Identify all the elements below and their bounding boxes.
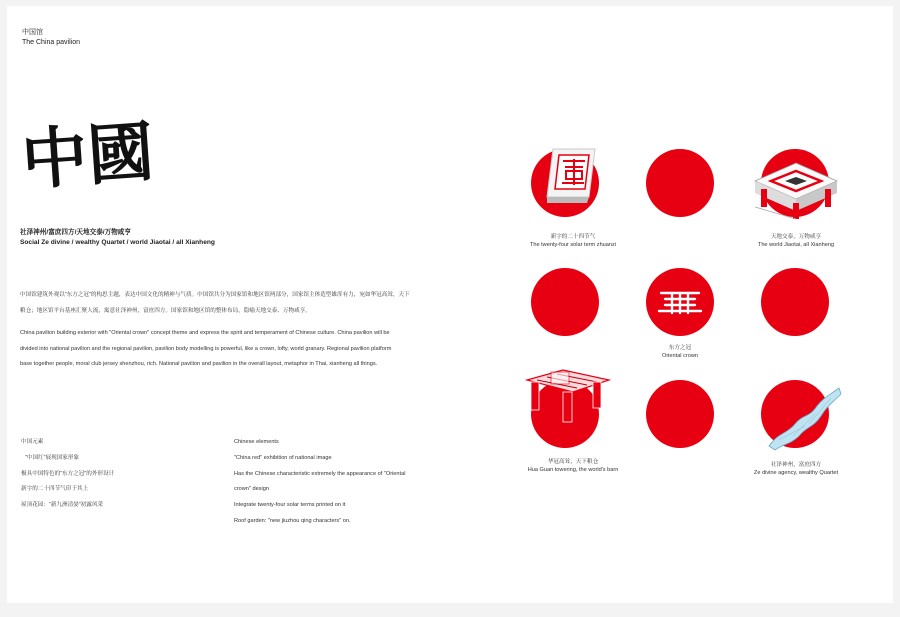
intro-en: [20, 326, 435, 373]
slogan-en: Social Ze divine / wealthy Quartet / world Jiaotai / all Xianheng: [20, 239, 215, 246]
intro-en-line: divided into national pavilion and the regional pavilion, pavilion body modelling is powerful, like a crown, lofty, world granary. Regional pavilion platform: [20, 345, 392, 352]
slogan-cn: 社泽神州/富庶四方/天地交泰/万物咸亨: [20, 229, 131, 236]
oriental-crown-icon: [657, 289, 703, 315]
list-item: Integrate twenty-four solar terms printed on it: [234, 502, 346, 509]
red-circle-4: [531, 268, 599, 336]
caption-en: Ze divine agency, wealthy Quartet: [753, 470, 839, 476]
red-circle-8: [646, 380, 714, 448]
header: [22, 28, 80, 48]
list-item: 极具中国特色的“东方之冠”的外形设计: [21, 470, 115, 477]
header-title-en: The China pavilion: [22, 39, 80, 46]
caption-3: [726, 233, 866, 249]
list-item: crown" design: [234, 486, 269, 493]
elements-list-en: [234, 435, 434, 530]
red-circle-6: [761, 268, 829, 336]
caption-cn: 新字的二十四节气: [550, 234, 596, 240]
caption-cn: 华冠高耸，天下粮仓: [547, 459, 599, 465]
intro-en-line: base together people, moral club jersey shenzhou, rich. National pavilion and pavilion in the overall layout, metaphor in Thai, xianheng all things.: [20, 361, 378, 367]
calligraphy-title-text: 中國: [19, 112, 157, 200]
map-river-icon: [765, 384, 843, 450]
list-item: Roof garden: "new jiuzhou qing characters" on.: [234, 517, 351, 524]
caption-5: [610, 344, 750, 360]
intro-en-line: China pavilion building exterior with "Oriental crown" concept theme and express the spirit and temperament of Chinese culture. China pavilion will be: [20, 330, 390, 336]
list-item: 新字的二十四节气印于其上: [21, 486, 89, 493]
page: [7, 6, 893, 603]
intro-cn-line: 中国馆建筑外观以“东方之冠”的构思主题，表达中国文化的精神与气质。中国馆共分为国家馆和地区馆两部分，国家馆主体造型雄浑有力，宛如华冠高耸，天下: [20, 292, 410, 298]
list-item: Has the Chinese characteristic extremely the appearance of "Oriental: [234, 470, 406, 477]
pavilion-structure-icon: [523, 366, 613, 426]
caption-7: [503, 458, 643, 474]
caption-en: The twenty-four solar term zhuanzi: [529, 242, 617, 248]
caption-1: [503, 233, 643, 249]
intro-cn-line: 粮仓；地区馆平台基座汇聚人流，寓意社泽神州，富庶四方。国家馆和地区馆的整体布局，隐喻天地交泰、万物咸亨。: [20, 308, 311, 314]
caption-cn: 社泽神州，富庶四方: [770, 462, 822, 468]
caption-9: [726, 461, 866, 477]
list-item: "China red" exhibition of national image: [234, 454, 332, 461]
caption-en: Hua Guan towering, the world's barn: [527, 467, 619, 473]
pavilion-roof-icon: [751, 159, 841, 221]
intro-cn: [20, 287, 435, 319]
list-item: 中国元素: [21, 439, 44, 445]
caption-cn: 东方之冠: [668, 345, 692, 351]
elements-list-cn: [21, 435, 211, 514]
red-circle-2: [646, 149, 714, 217]
list-item: “中国红”展现国家形象: [25, 454, 80, 461]
list-item: Chinese elements: [234, 439, 279, 445]
caption-en: The world Jiaotai, all Xianheng: [757, 242, 835, 248]
slogan: [20, 228, 215, 248]
list-item: 屋顶花园：“新九洲清晏”初露风采: [21, 502, 104, 509]
header-title-cn: 中国馆: [22, 29, 43, 36]
caption-cn: 天地交泰，万物咸亨: [770, 234, 822, 240]
caption-en: Oriental crown: [661, 353, 699, 359]
calligraphy-title: [19, 98, 157, 200]
seal-block-icon: [535, 139, 605, 209]
